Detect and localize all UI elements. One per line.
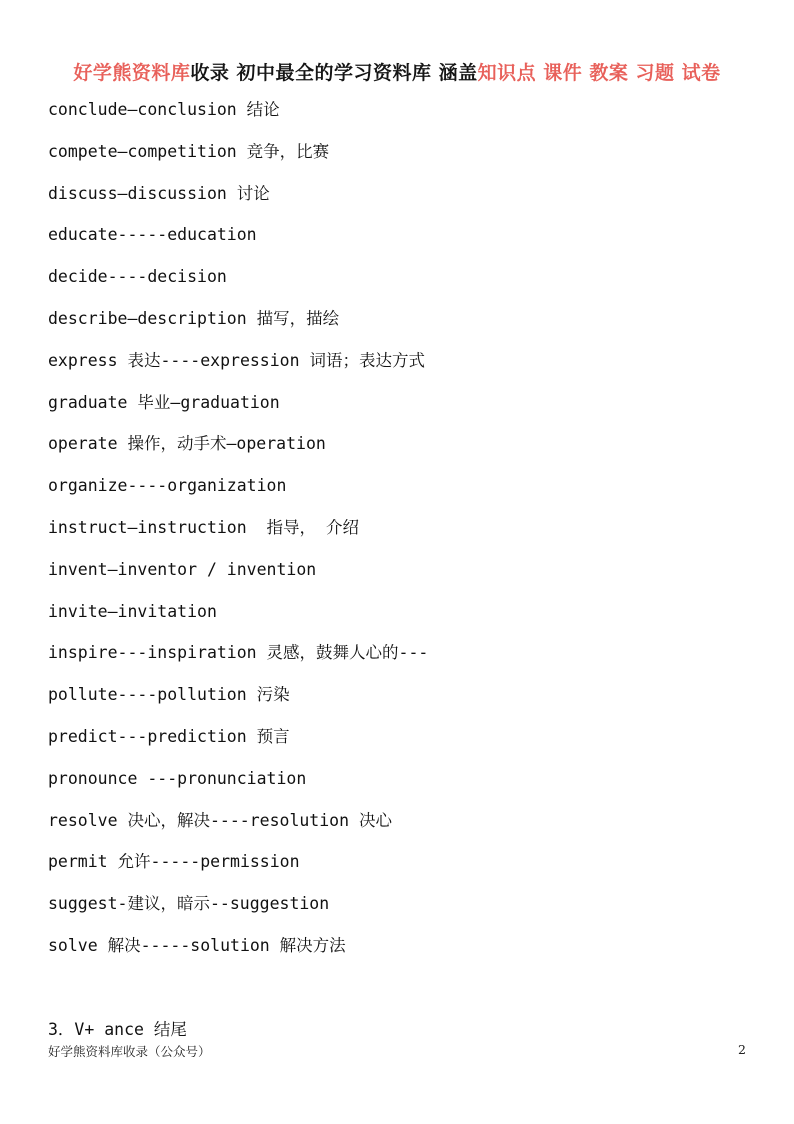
word-pair-line: educate-----education <box>48 225 257 245</box>
page-header-banner <box>0 58 794 85</box>
header-brand: 好学熊资料库 <box>73 62 191 84</box>
word-pair-line: solve 解决-----solution 解决方法 <box>48 935 346 955</box>
word-pair-line: discuss—discussion 讨论 <box>48 183 270 203</box>
page-number: 2 <box>738 1042 746 1057</box>
word-list <box>48 92 748 970</box>
word-pair-line: predict---prediction 预言 <box>48 726 290 746</box>
header-tagline: 收录 初中最全的学习资料库 涵盖 <box>190 62 478 84</box>
footer-source: 好学熊资料库收录（公众号） <box>48 1044 211 1059</box>
word-pair-line: invent—inventor / invention <box>48 559 317 579</box>
word-pair-line: graduate 毕业—graduation <box>48 392 280 412</box>
word-pair-line: instruct—instruction 指导， 介绍 <box>48 517 359 537</box>
word-pair-line: decide----decision <box>48 267 227 287</box>
word-pair-line: pronounce ---pronunciation <box>48 768 307 788</box>
word-pair-line: suggest-建议，暗示--suggestion <box>48 894 330 914</box>
word-pair-line: describe—description 描写，描绘 <box>48 308 340 328</box>
word-pair-line: permit 允许-----permission <box>48 852 300 872</box>
word-pair-line: operate 操作，动手术—operation <box>48 434 326 454</box>
section-heading: 3．V+ ance 结尾 <box>48 1020 187 1039</box>
header-categories: 知识点 课件 教案 习题 试卷 <box>477 62 721 84</box>
word-pair-line: compete—competition 竞争，比赛 <box>48 141 330 161</box>
word-pair-line: pollute----pollution 污染 <box>48 685 290 705</box>
word-pair-line: organize----organization <box>48 476 287 496</box>
word-pair-line: inspire---inspiration 灵感，鼓舞人心的--- <box>48 643 429 663</box>
word-pair-line: conclude—conclusion 结论 <box>48 100 280 119</box>
word-pair-line: invite—invitation <box>48 601 217 621</box>
word-pair-line: express 表达----expression 词语；表达方式 <box>48 350 425 370</box>
word-pair-line: resolve 决心，解决----resolution 决心 <box>48 810 392 830</box>
